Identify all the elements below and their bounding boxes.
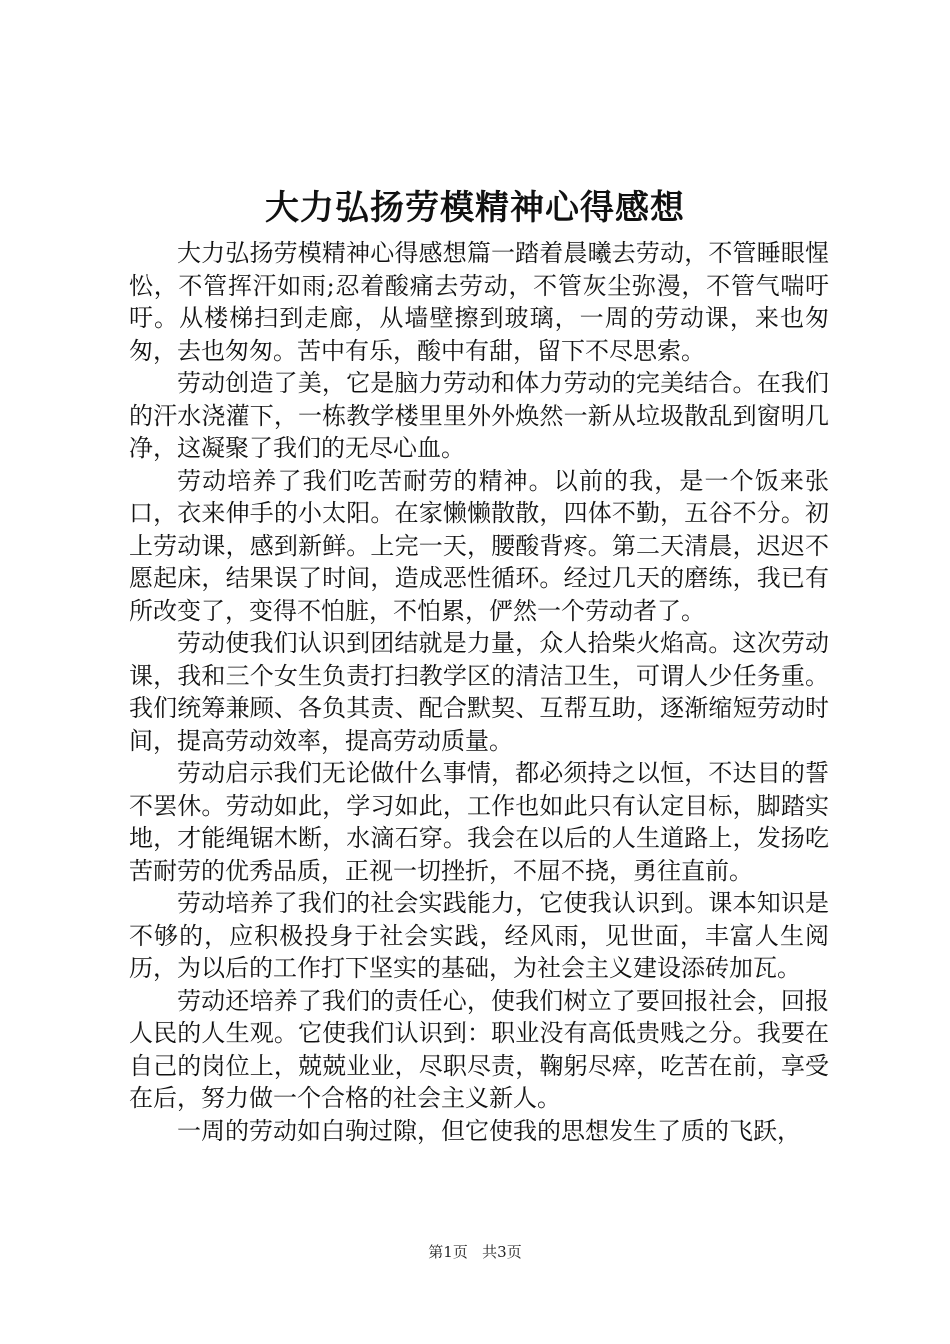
document-title: 大力弘扬劳模精神心得感想: [265, 188, 685, 228]
page-total: 共3页: [482, 1243, 522, 1261]
paragraph: 一周的劳动如白驹过隙，但它使我的思想发生了质的飞跃，: [177, 1116, 801, 1145]
paragraph: 劳动培养了我们吃苦耐劳的精神。以前的我，是一个饭来张口，衣来伸手的小太阳。在家懒懒散散，四体不勤，五谷不分。初上劳动课，感到新鲜。上完一天，腰酸背疼。第二天清晨，迟迟不愿起床，结果误了时间，造成恶性循环。经过几天的磨练，我已有所改变了，变得不怕脏，不怕累，俨然一个劳动者了。: [129, 466, 829, 625]
page-footer: [0, 1242, 950, 1262]
document-body: [129, 237, 829, 1147]
page-number: 第1页: [428, 1243, 468, 1261]
paragraph: 劳动使我们认识到团结就是力量，众人拾柴火焰高。这次劳动课，我和三个女生负责打扫教学区的清洁卫生，可谓人少任务重。我们统筹兼顾、各负其责、配合默契、互帮互助，逐渐缩短劳动时间，提高劳动效率，提高劳动质量。: [129, 629, 829, 755]
paragraph: 大力弘扬劳模精神心得感想篇一踏着晨曦去劳动，不管睡眼惺忪，不管挥汗如雨;忍着酸痛去劳动，不管灰尘弥漫，不管气喘吁吁。从楼梯扫到走廊，从墙壁擦到玻璃，一周的劳动课，来也匆匆，去也匆匆。苦中有乐，酸中有甜，留下不尽思索。: [129, 239, 829, 365]
paragraph: 劳动启示我们无论做什么事情，都必须持之以恒，不达目的誓不罢休。劳动如此，学习如此，工作也如此只有认定目标，脚踏实地，才能绳锯木断，水滴石穿。我会在以后的人生道路上，发扬吃苦耐劳的优秀品质，正视一切挫折，不屈不挠，勇往直前。: [129, 759, 829, 885]
paragraph: 劳动还培养了我们的责任心，使我们树立了要回报社会，回报人民的人生观。它使我们认识到：职业没有高低贵贱之分。我要在自己的岗位上，兢兢业业，尽职尽责，鞠躬尽瘁，吃苦在前，享受在后，努力做一个合格的社会主义新人。: [129, 986, 829, 1112]
paragraph: 劳动创造了美，它是脑力劳动和体力劳动的完美结合。在我们的汗水浇灌下，一栋教学楼里里外外焕然一新从垃圾散乱到窗明几净，这凝聚了我们的无尽心血。: [129, 369, 829, 462]
page-separator: [473, 1243, 478, 1261]
paragraph: 劳动培养了我们的社会实践能力，它使我认识到。课本知识是不够的，应积极投身于社会实践，经风雨，见世面，丰富人生阅历，为以后的工作打下坚实的基础，为社会主义建设添砖加瓦。: [129, 889, 829, 982]
